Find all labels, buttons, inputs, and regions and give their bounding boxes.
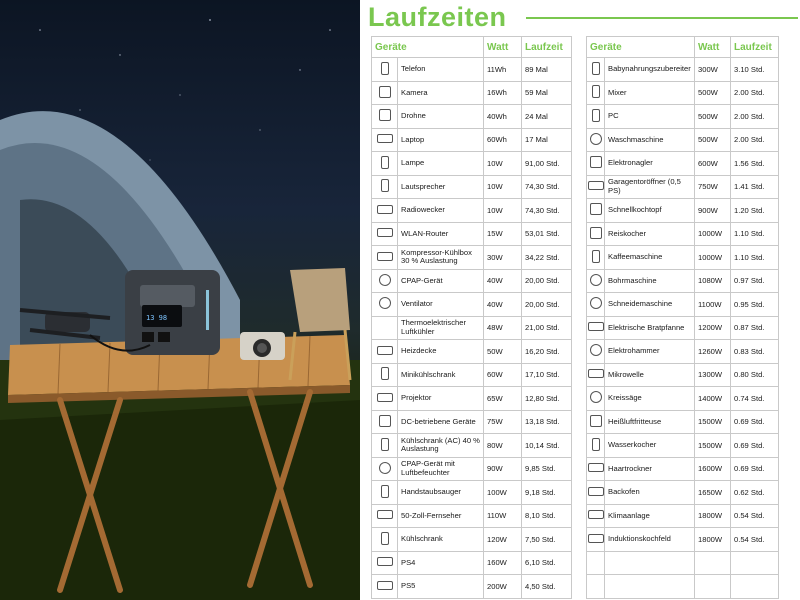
device-watt: 60Wh [484, 128, 522, 152]
device-icon-cell [372, 105, 398, 129]
device-name: Drohne [398, 105, 484, 129]
table-row [372, 175, 572, 199]
device-name: PS5 [398, 575, 484, 599]
table-row [587, 551, 779, 575]
table-row [587, 340, 779, 364]
device-watt: 1000W [695, 222, 731, 246]
header-runtime: Laufzeit [731, 37, 779, 58]
table-row [372, 269, 572, 293]
table-row [372, 528, 572, 552]
hair-dryer-icon [588, 463, 604, 472]
blanket-icon [377, 346, 393, 355]
table-row [372, 340, 572, 364]
table-header-row [587, 37, 779, 58]
induction-hob-icon [588, 534, 604, 543]
device-name: CPAP-Gerät mit Luftbefeuchter [398, 457, 484, 481]
device-watt: 48W [484, 316, 522, 340]
device-runtime: 13,18 Std. [522, 410, 572, 434]
device-runtime: 74,30 Std. [522, 199, 572, 223]
device-runtime: 91,00 Std. [522, 152, 572, 176]
device-runtime: 74,30 Std. [522, 175, 572, 199]
device-watt: 16Wh [484, 81, 522, 105]
device-icon-cell [587, 363, 605, 387]
device-name: Handstaubsauger [398, 481, 484, 505]
table-row [587, 316, 779, 340]
table-row [372, 293, 572, 317]
device-runtime: 2.00 Std. [731, 128, 779, 152]
table-header-row [372, 37, 572, 58]
device-runtime: 59 Mal [522, 81, 572, 105]
device-icon-cell [587, 434, 605, 458]
device-icon-cell [587, 481, 605, 505]
device-runtime: 34,22 Std. [522, 246, 572, 270]
table-row [372, 152, 572, 176]
air-fryer-icon [590, 415, 602, 427]
device-watt: 600W [695, 152, 731, 176]
fridge-icon [381, 532, 389, 545]
device-name: Minikühlschrank [398, 363, 484, 387]
runtime-table-left [371, 36, 572, 599]
device-watt: 750W [695, 175, 731, 199]
garage-door-icon [588, 181, 604, 190]
device-name: Lautsprecher [398, 175, 484, 199]
device-watt: 1080W [695, 269, 731, 293]
ps5-icon [377, 581, 393, 590]
device-watt: 11Wh [484, 58, 522, 82]
device-name: Kreissäge [605, 387, 695, 411]
minifridge-icon [381, 367, 389, 380]
device-icon-cell [372, 528, 398, 552]
device-icon-cell [587, 105, 605, 129]
page-title: Laufzeiten [368, 2, 507, 32]
device-name: Schneidemaschine [605, 293, 695, 317]
device-watt: 100W [484, 481, 522, 505]
device-icon-cell [587, 575, 605, 599]
table-row [372, 128, 572, 152]
device-runtime: 17 Mal [522, 128, 572, 152]
device-runtime: 10,14 Std. [522, 434, 572, 458]
device-watt: 60W [484, 363, 522, 387]
device-runtime: 0.69 Std. [731, 410, 779, 434]
device-watt: 200W [484, 575, 522, 599]
device-name: Ventilator [398, 293, 484, 317]
device-watt: 1300W [695, 363, 731, 387]
device-name: Kamera [398, 81, 484, 105]
device-runtime: 6,10 Std. [522, 551, 572, 575]
table-row [372, 246, 572, 270]
device-icon-cell [587, 504, 605, 528]
device-icon-cell [372, 246, 398, 270]
device-runtime: 16,20 Std. [522, 340, 572, 364]
device-name: Telefon [398, 58, 484, 82]
device-watt: 500W [695, 105, 731, 129]
speaker-icon [381, 179, 389, 192]
device-icon-cell [587, 81, 605, 105]
device-runtime: 1.56 Std. [731, 152, 779, 176]
device-icon-cell [587, 152, 605, 176]
table-row [587, 81, 779, 105]
device-name: Schnellkochtopf [605, 199, 695, 223]
device-runtime: 20,00 Std. [522, 269, 572, 293]
device-watt: 10W [484, 152, 522, 176]
device-watt: 110W [484, 504, 522, 528]
air-conditioner-icon [588, 510, 604, 519]
coolbox-icon [377, 252, 393, 261]
table-row [587, 222, 779, 246]
device-runtime: 0.95 Std. [731, 293, 779, 317]
device-watt: 40W [484, 269, 522, 293]
device-runtime: 20,00 Std. [522, 293, 572, 317]
device-runtime: 0.62 Std. [731, 481, 779, 505]
fridge-icon [381, 438, 389, 451]
device-watt: 120W [484, 528, 522, 552]
device-icon-cell [372, 152, 398, 176]
device-icon-cell [372, 175, 398, 199]
device-icon-cell [372, 81, 398, 105]
device-name: Lampe [398, 152, 484, 176]
device-name: Heißluftfritteuse [605, 410, 695, 434]
device-runtime: 0.54 Std. [731, 504, 779, 528]
device-name: Heizdecke [398, 340, 484, 364]
device-name: Elektrische Bratpfanne [605, 316, 695, 340]
device-runtime: 3.10 Std. [731, 58, 779, 82]
device-name: Elektrohammer [605, 340, 695, 364]
table-row [372, 481, 572, 505]
device-icon-cell [372, 363, 398, 387]
device-name: Wasserkocher [605, 434, 695, 458]
device-name: Garagentoröffner (0,5 PS) [605, 175, 695, 199]
saw-icon [590, 391, 602, 403]
device-icon-cell [587, 410, 605, 434]
device-runtime: 12,80 Std. [522, 387, 572, 411]
device-runtime: 0.69 Std. [731, 457, 779, 481]
table-row [587, 575, 779, 599]
device-watt: 1100W [695, 293, 731, 317]
table-row [587, 481, 779, 505]
dc-device-icon [379, 415, 391, 427]
table-row [587, 387, 779, 411]
lamp-icon [381, 156, 389, 169]
device-name [605, 551, 695, 575]
device-icon-cell [587, 293, 605, 317]
device-name: Mixer [605, 81, 695, 105]
table-row [587, 434, 779, 458]
table-row [372, 363, 572, 387]
device-watt: 1800W [695, 504, 731, 528]
device-watt: 75W [484, 410, 522, 434]
campsite-photo [0, 0, 360, 600]
device-name: WLAN-Router [398, 222, 484, 246]
device-icon-cell [587, 528, 605, 552]
table-row [372, 457, 572, 481]
phone-icon [381, 62, 389, 75]
device-runtime: 17,10 Std. [522, 363, 572, 387]
router-icon [377, 228, 393, 237]
hammer-drill-icon [590, 344, 602, 356]
nail-gun-icon [590, 156, 602, 168]
device-icon-cell [372, 128, 398, 152]
device-icon-cell [372, 222, 398, 246]
device-icon-cell [587, 457, 605, 481]
device-runtime: 1.20 Std. [731, 199, 779, 223]
device-name: Thermoelektrischer Luftkühler [398, 316, 484, 340]
electric-pan-icon [588, 322, 604, 331]
table-row [587, 410, 779, 434]
device-runtime: 53,01 Std. [522, 222, 572, 246]
device-watt: 160W [484, 551, 522, 575]
cpap-icon [379, 274, 391, 286]
handvac-icon [381, 485, 389, 498]
svg-text:13 98: 13 98 [146, 314, 168, 322]
device-icon-cell [372, 58, 398, 82]
device-runtime: 0.97 Std. [731, 269, 779, 293]
device-watt: 10W [484, 175, 522, 199]
device-icon-cell [372, 481, 398, 505]
device-watt: 500W [695, 128, 731, 152]
pc-icon [592, 109, 600, 122]
device-name: Kühlschrank (AC) 40 % Auslastung [398, 434, 484, 458]
device-name: Haartrockner [605, 457, 695, 481]
device-icon-cell [372, 199, 398, 223]
device-icon-cell [587, 175, 605, 199]
device-runtime: 0.87 Std. [731, 316, 779, 340]
table-row [372, 58, 572, 82]
device-watt [695, 551, 731, 575]
device-watt: 1260W [695, 340, 731, 364]
device-runtime: 1.10 Std. [731, 246, 779, 270]
device-name: Kaffeemaschine [605, 246, 695, 270]
device-name: Kühlschrank [398, 528, 484, 552]
table-row [587, 58, 779, 82]
device-icon-cell [372, 410, 398, 434]
runtime-table-right [586, 36, 779, 599]
device-name: Backofen [605, 481, 695, 505]
table-row [372, 410, 572, 434]
camera-icon [379, 86, 391, 98]
device-icon-cell [587, 199, 605, 223]
device-icon-cell [587, 387, 605, 411]
device-name: Projektor [398, 387, 484, 411]
device-name: CPAP-Gerät [398, 269, 484, 293]
header-device: Geräte [587, 37, 695, 58]
device-watt: 65W [484, 387, 522, 411]
fan-icon [379, 297, 391, 309]
device-watt: 30W [484, 246, 522, 270]
table-row [587, 528, 779, 552]
device-runtime: 9,85 Std. [522, 457, 572, 481]
device-name: DC-betriebene Geräte [398, 410, 484, 434]
device-watt: 1650W [695, 481, 731, 505]
device-name: 50-Zoll-Fernseher [398, 504, 484, 528]
coffee-machine-icon [592, 250, 600, 263]
device-watt: 90W [484, 457, 522, 481]
laptop-icon [377, 134, 393, 143]
device-watt: 40W [484, 293, 522, 317]
device-watt: 10W [484, 199, 522, 223]
device-icon-cell [587, 222, 605, 246]
device-icon-cell [372, 293, 398, 317]
table-row [372, 81, 572, 105]
device-runtime: 1.10 Std. [731, 222, 779, 246]
table-row [372, 434, 572, 458]
device-runtime: 24 Mal [522, 105, 572, 129]
table-row [587, 199, 779, 223]
bottle-warmer-icon [592, 62, 600, 75]
device-icon-cell [587, 551, 605, 575]
device-name [605, 575, 695, 599]
device-name: Elektronagler [605, 152, 695, 176]
device-runtime: 4,50 Std. [522, 575, 572, 599]
device-runtime: 9,18 Std. [522, 481, 572, 505]
mixer-icon [592, 85, 600, 98]
device-icon-cell [587, 316, 605, 340]
table-row [587, 246, 779, 270]
device-icon-cell [372, 269, 398, 293]
table-row [372, 105, 572, 129]
device-runtime: 0.83 Std. [731, 340, 779, 364]
device-runtime: 0.80 Std. [731, 363, 779, 387]
table-row [372, 551, 572, 575]
table-row [587, 504, 779, 528]
radio-icon [377, 205, 393, 214]
header-watt: Watt [484, 37, 522, 58]
device-name: Reiskocher [605, 222, 695, 246]
drill-icon [590, 274, 602, 286]
device-runtime: 7,50 Std. [522, 528, 572, 552]
device-watt: 80W [484, 434, 522, 458]
device-icon-cell [372, 434, 398, 458]
oven-icon [588, 487, 604, 496]
device-name: Radiowecker [398, 199, 484, 223]
device-name: Bohrmaschine [605, 269, 695, 293]
device-watt: 1800W [695, 528, 731, 552]
table-row [587, 175, 779, 199]
title-divider [526, 17, 798, 19]
header-runtime: Laufzeit [522, 37, 572, 58]
device-icon-cell [372, 504, 398, 528]
device-icon-cell [372, 575, 398, 599]
ps4-icon [377, 557, 393, 566]
device-watt [695, 575, 731, 599]
device-icon-cell [372, 340, 398, 364]
header-device: Geräte [372, 37, 484, 58]
device-runtime: 21,00 Std. [522, 316, 572, 340]
device-watt: 1200W [695, 316, 731, 340]
table-row [587, 269, 779, 293]
device-watt: 300W [695, 58, 731, 82]
device-icon-cell [587, 246, 605, 270]
device-name: Laptop [398, 128, 484, 152]
pressure-cooker-icon [590, 203, 602, 215]
table-row [587, 128, 779, 152]
device-name: PC [605, 105, 695, 129]
device-icon-cell [587, 340, 605, 364]
table-row [372, 222, 572, 246]
device-watt: 500W [695, 81, 731, 105]
device-name: Kompressor-Kühlbox 30 % Auslastung [398, 246, 484, 270]
device-watt: 900W [695, 199, 731, 223]
device-watt: 1400W [695, 387, 731, 411]
table-row [587, 363, 779, 387]
device-runtime: 2.00 Std. [731, 105, 779, 129]
device-runtime: 0.69 Std. [731, 434, 779, 458]
device-name: Induktionskochfeld [605, 528, 695, 552]
table-row [372, 504, 572, 528]
projector-icon [377, 393, 393, 402]
device-runtime: 8,10 Std. [522, 504, 572, 528]
device-name: PS4 [398, 551, 484, 575]
table-row [372, 199, 572, 223]
table-row [587, 152, 779, 176]
device-runtime: 0.54 Std. [731, 528, 779, 552]
washing-machine-icon [590, 133, 602, 145]
device-icon-cell [587, 269, 605, 293]
device-watt: 50W [484, 340, 522, 364]
header-watt: Watt [695, 37, 731, 58]
table-row [587, 105, 779, 129]
tv-icon [377, 510, 393, 519]
device-watt: 1600W [695, 457, 731, 481]
device-icon-cell [372, 457, 398, 481]
device-watt: 40Wh [484, 105, 522, 129]
table-row [372, 387, 572, 411]
kettle-icon [592, 438, 600, 451]
device-icon-cell [372, 387, 398, 411]
device-watt: 1500W [695, 434, 731, 458]
device-name: Babynahrungszubereiter [605, 58, 695, 82]
table-row [587, 293, 779, 317]
device-watt: 1000W [695, 246, 731, 270]
drone-icon [379, 109, 391, 121]
device-runtime: 0.74 Std. [731, 387, 779, 411]
device-icon-cell [372, 551, 398, 575]
device-watt: 1500W [695, 410, 731, 434]
table-row [587, 457, 779, 481]
device-name: Klimaanlage [605, 504, 695, 528]
cpap-humidifier-icon [379, 462, 391, 474]
device-runtime [731, 551, 779, 575]
device-icon-cell [587, 58, 605, 82]
device-runtime [731, 575, 779, 599]
table-row [372, 575, 572, 599]
device-name: Waschmaschine [605, 128, 695, 152]
microwave-icon [588, 369, 604, 378]
device-icon-cell [372, 316, 398, 340]
rice-cooker-icon [590, 227, 602, 239]
device-watt: 15W [484, 222, 522, 246]
device-name: Mikrowelle [605, 363, 695, 387]
device-runtime: 89 Mal [522, 58, 572, 82]
device-runtime: 2.00 Std. [731, 81, 779, 105]
device-runtime: 1.41 Std. [731, 175, 779, 199]
device-icon-cell [587, 128, 605, 152]
grinder-icon [590, 297, 602, 309]
table-row [372, 316, 572, 340]
